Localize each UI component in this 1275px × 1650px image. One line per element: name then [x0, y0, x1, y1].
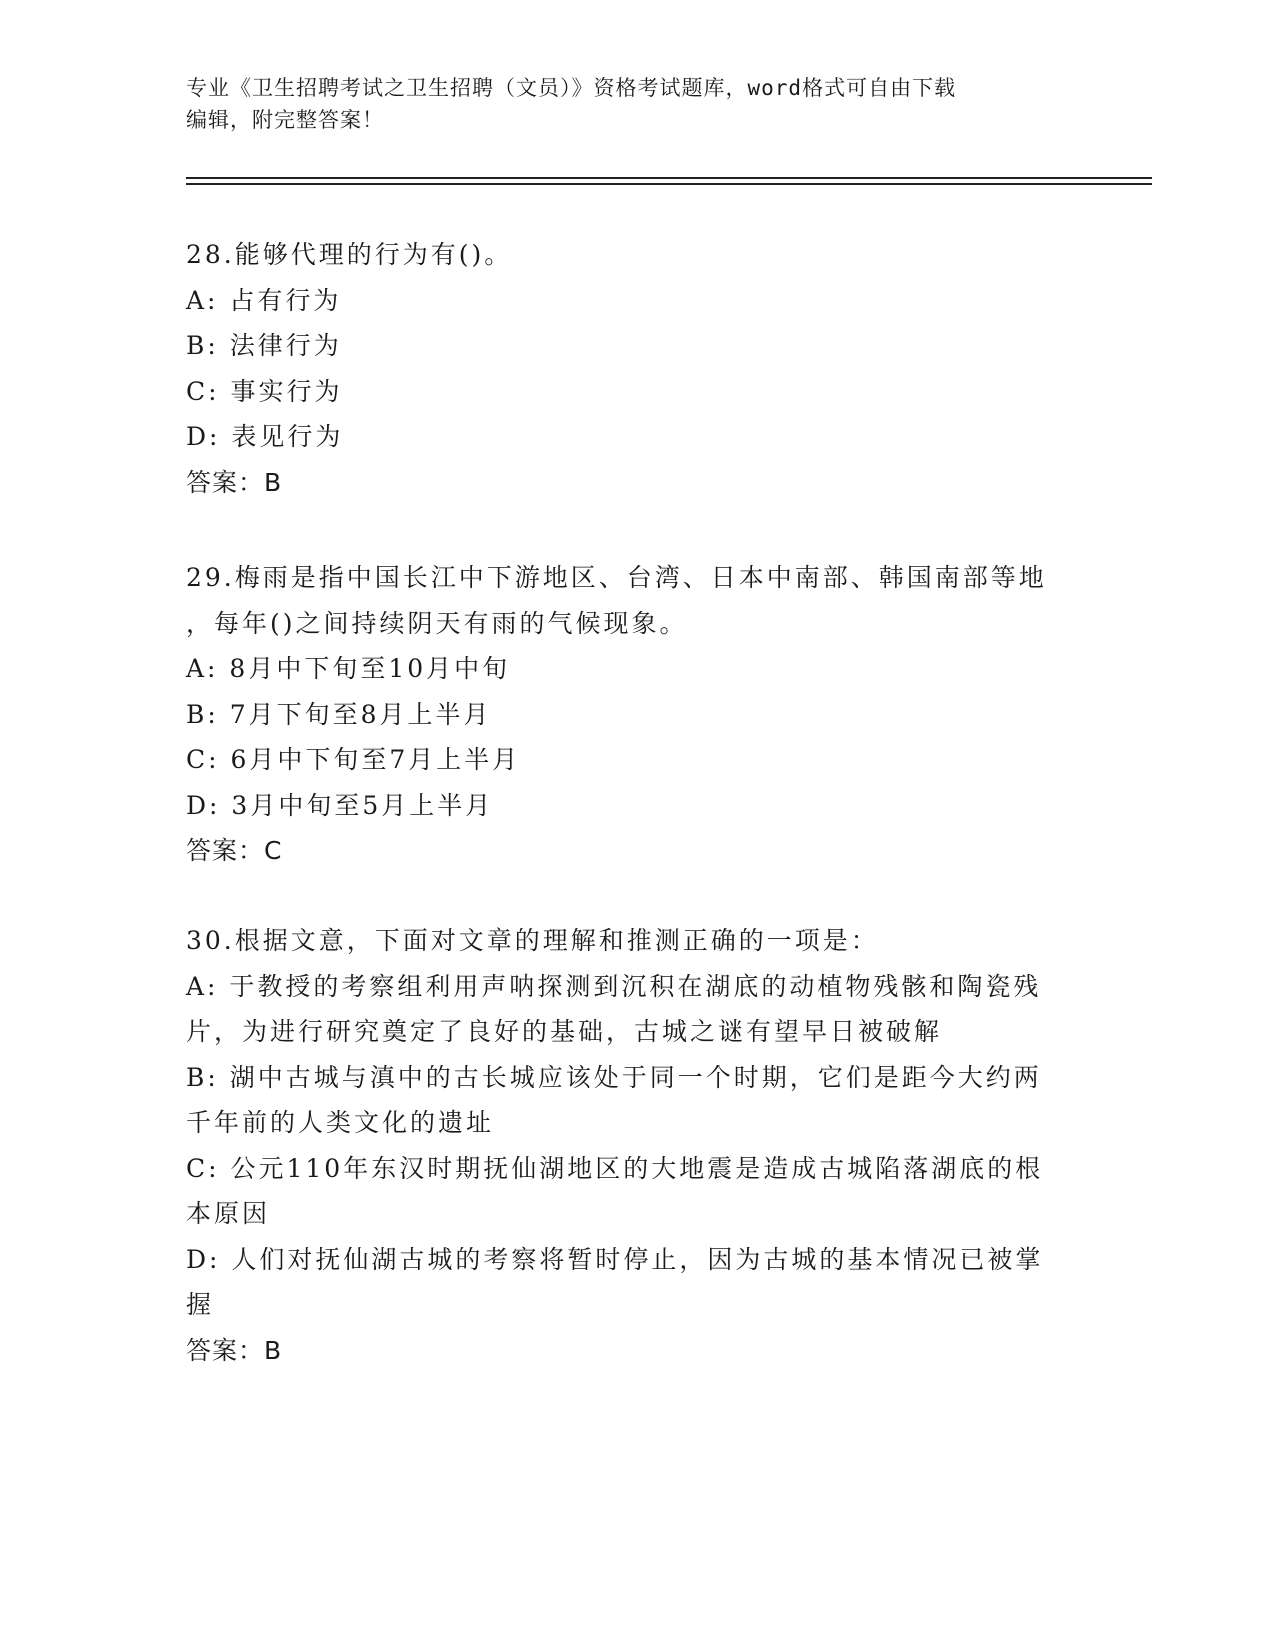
option-b: B: 湖中古城与滇中的古长城应该处于同一个时期，它们是距今大约两 — [186, 1062, 1042, 1092]
header-line-2: 编辑，附完整答案！ — [186, 108, 384, 132]
option-b-continued: 千年前的人类文化的遗址 — [186, 1108, 495, 1137]
option-a: A: 占有行为 — [186, 285, 342, 315]
question-stem: 30.根据文意，下面对文章的理解和推测正确的一项是： — [186, 926, 879, 955]
option-c-continued: 本原因 — [186, 1199, 271, 1228]
option-a: A: 8月中下旬至10月中旬 — [186, 654, 511, 683]
header-divider-bottom — [186, 183, 1152, 185]
option-d-continued: 握 — [186, 1290, 215, 1319]
option-c: C: 6月中下旬至7月上半月 — [186, 745, 521, 774]
option-c: C: 公元110年东汉时期抚仙湖地区的大地震是造成古城陷落湖底的根 — [186, 1153, 1044, 1183]
answer-label: 答案：B — [186, 467, 283, 497]
question-stem: 29.梅雨是指中国长江中下游地区、台湾、日本中南部、韩国南部等地 — [186, 563, 1047, 592]
question-28 — [186, 232, 1086, 505]
question-stem: 28.能够代理的行为有()。 — [186, 240, 513, 269]
option-b: B: 法律行为 — [186, 331, 342, 360]
option-b: B: 7月下旬至8月上半月 — [186, 699, 492, 729]
option-d: D: 人们对抚仙湖古城的考察将暂时停止，因为古城的基本情况已被掌 — [186, 1244, 1044, 1274]
question-stem-continued: ，每年()之间持续阴天有雨的气候现象。 — [186, 608, 688, 638]
option-a: A: 于教授的考察组利用声呐探测到沉积在湖底的动植物残骸和陶瓷残 — [186, 971, 1042, 1001]
answer-label: 答案：B — [186, 1335, 283, 1365]
option-c: C: 事实行为 — [186, 376, 343, 406]
option-d: D: 3月中旬至5月上半月 — [186, 790, 494, 820]
option-d: D: 表见行为 — [186, 422, 344, 451]
question-30 — [186, 918, 1086, 1373]
header-line-1: 专业《卫生招聘考试之卫生招聘（文员）》资格考试题库，word格式可自由下载 — [186, 76, 957, 100]
option-a-continued: 片，为进行研究奠定了良好的基础，古城之谜有望早日被破解 — [186, 1017, 943, 1046]
header-divider-top — [186, 177, 1152, 179]
answer-label: 答案：C — [186, 836, 283, 865]
question-29 — [186, 555, 1086, 874]
document-header — [186, 72, 1066, 136]
